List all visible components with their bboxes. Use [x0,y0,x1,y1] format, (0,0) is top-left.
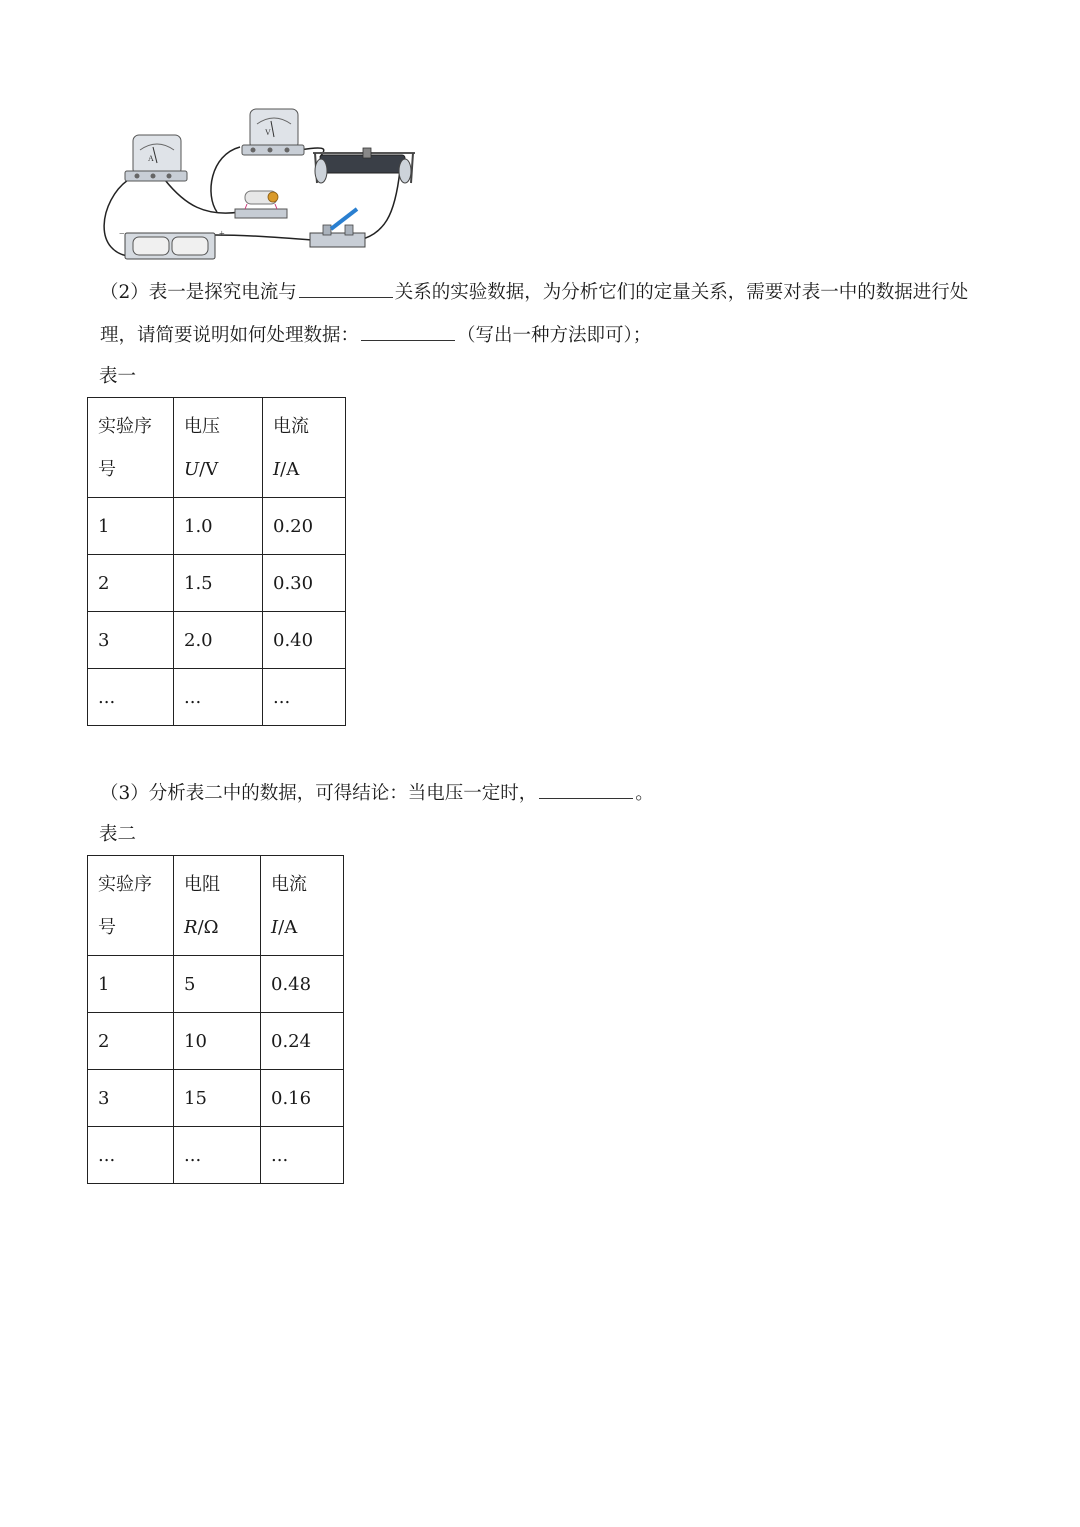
battery-plus: + [219,229,225,240]
q2-text-b: 关系的实验数据，为分析它们的定量关系，需要对表一中的数据进行处 [394,282,969,303]
table-1 [87,397,346,726]
table-cell: 1 [88,498,174,555]
table-cell: ... [174,1127,261,1184]
circuit-diagram [95,105,425,267]
table-cell: ... [263,669,346,726]
table-cell: 15 [174,1070,261,1127]
rheostat-icon [313,148,415,183]
table-cell: 0.20 [263,498,346,555]
voltmeter-icon [242,109,304,155]
table-cell: 1.0 [174,498,263,555]
table-cell: 1.5 [174,555,263,612]
question-2-line-1 [100,280,968,304]
table-cell: ... [261,1127,344,1184]
voltmeter-label: V [265,128,271,137]
table-header-row [88,398,346,498]
ammeter-icon [125,135,187,181]
table-cell: 0.40 [263,612,346,669]
table-cell: 2 [88,1013,174,1070]
table-cell: 3 [88,1070,174,1127]
table-cell: ... [88,669,174,726]
table-cell: 0.48 [261,956,344,1013]
q3-text-a: （3）分析表二中的数据，可得结论：当电压一定时， [100,783,538,804]
table-cell: 0.24 [261,1013,344,1070]
header-cell: 实验序 号 [88,856,174,956]
table-row [88,555,346,612]
q2-text-a: （2）表一是探究电流与 [100,282,297,303]
table-1-caption: 表一 [99,366,137,387]
table-cell: 2.0 [174,612,263,669]
switch-icon [310,209,365,247]
question-2-line-2 [100,323,651,347]
ammeter-label: A [148,154,154,163]
table-2-caption: 表二 [99,824,137,845]
table-cell: 0.30 [263,555,346,612]
question-3-line [100,781,654,805]
table-cell: ... [88,1127,174,1184]
wire [165,180,240,213]
answer-blank[interactable] [361,323,455,341]
wire [355,170,400,241]
table-2 [87,855,344,1184]
table-cell: 1 [88,956,174,1013]
q3-text-b: 。 [635,783,654,804]
header-cell: 电阻 R/Ω [174,856,261,956]
table-cell: 5 [174,956,261,1013]
wire [211,147,240,212]
header-cell: 电流 I/A [261,856,344,956]
table-header-row [88,856,344,956]
table-row [88,1127,344,1184]
answer-blank[interactable] [299,280,393,298]
table-row [88,956,344,1013]
table-row [88,1013,344,1070]
table-cell: ... [174,669,263,726]
table-cell: 10 [174,1013,261,1070]
header-cell: 电压 U/V [174,398,263,498]
q2-text-d: （写出一种方法即可）； [457,325,652,346]
table-row [88,1070,344,1127]
table-cell: 0.16 [261,1070,344,1127]
header-cell: 实验序 号 [88,398,174,498]
battery-icon [119,229,225,259]
q2-text-c: 理，请简要说明如何处理数据： [100,325,360,346]
wire [215,235,325,241]
table-cell: 3 [88,612,174,669]
battery-minus: − [119,229,125,240]
table-cell: 2 [88,555,174,612]
table-row [88,612,346,669]
header-cell: 电流 I/A [263,398,346,498]
resistor-icon [235,191,287,218]
table-row [88,498,346,555]
table-row [88,669,346,726]
answer-blank[interactable] [539,781,633,799]
